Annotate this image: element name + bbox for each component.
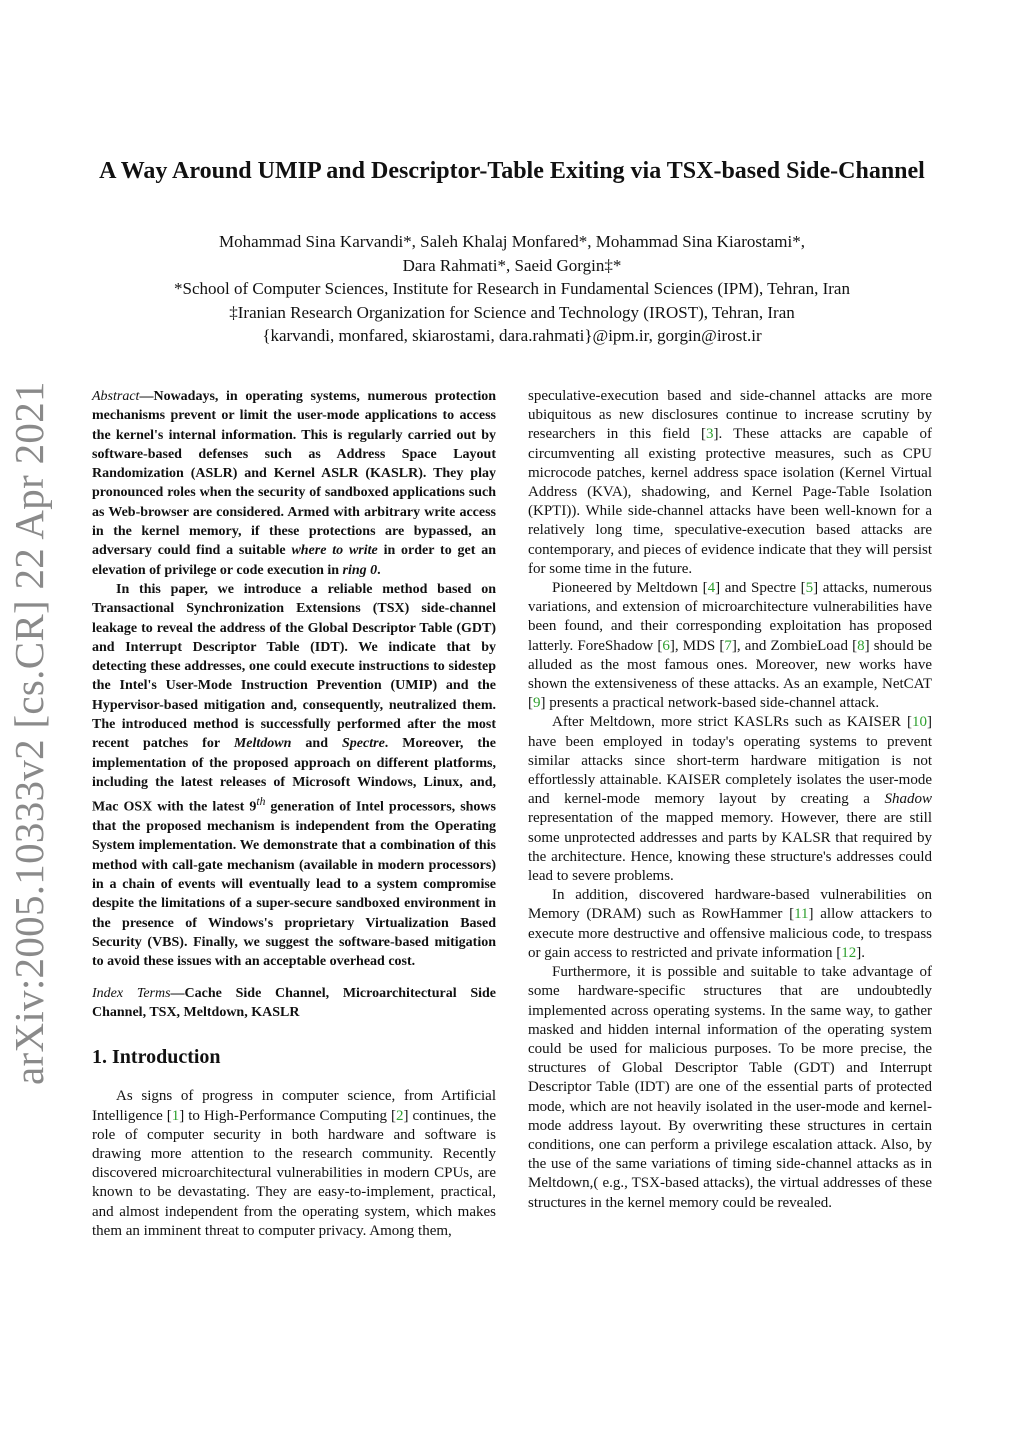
citation-link[interactable]: 2: [395, 1107, 404, 1124]
citation-link[interactable]: 1: [171, 1107, 180, 1124]
intro-paragraph-5: In addition, discovered hardware-based vulnerabilities on Memory (DRAM) such as RowHammer [11] allow attackers to execute more destructive and offensive malicious code, to trespass or gain access to restricted and private information [12].: [528, 887, 932, 961]
abstract-label: Abstract: [92, 389, 140, 404]
index-terms-label: Index Terms: [92, 985, 171, 1001]
author-emails: {karvandi, monfared, skiarostami, dara.rahmati}@ipm.ir, gorgin@irost.ir: [262, 326, 762, 345]
citation-link[interactable]: 9: [533, 695, 541, 712]
left-column: [92, 387, 496, 1241]
paper-title: A Way Around UMIP and Descriptor-Table Exiting via TSX-based Side-Channel: [99, 158, 925, 184]
citation-link[interactable]: 5: [805, 580, 814, 597]
author-line-2: Dara Rahmati*, Saeid Gorgin‡*: [402, 255, 622, 275]
affiliation-2: ‡Iranian Research Organization for Science and Technology (IROST), Tehran, Iran: [229, 302, 795, 322]
index-terms: Index Terms—Cache Side Channel, Microarchitectural Side Channel, TSX, Meltdown, KASLR: [92, 985, 496, 1020]
affiliation-1: *School of Computer Sciences, Institute for Research in Fundamental Sciences (IPM), Tehran, Iran: [174, 279, 850, 298]
citation-link[interactable]: 12: [841, 944, 857, 961]
citation-link[interactable]: 11: [794, 906, 809, 923]
citation-link[interactable]: 4: [707, 580, 716, 597]
arxiv-id: arXiv:2005.10333v2 [cs.CR] 22 Apr 2021: [6, 381, 52, 1085]
citation-link[interactable]: 3: [706, 426, 714, 443]
citation-link[interactable]: 7: [724, 637, 732, 654]
author-line-1: Mohammad Sina Karvandi*, Saleh Khalaj Monfared*, Mohammad Sina Kiarostami*,: [219, 232, 805, 251]
right-column: [528, 387, 932, 1213]
citation-link[interactable]: 8: [857, 637, 865, 654]
section-heading-introduction: 1. Introduction: [92, 1046, 221, 1069]
abstract-paragraph-1: Abstract—Nowadays, in operating systems, numerous protection mechanisms prevent or limit the user-mode applications to access the kernel's internal information. This is regularly carried out by software-based defenses such as Address Space Layout Randomization (ASLR) and Kernel ASLR (KASLR). They play pronounced roles when the security of sandboxed applications such as Web-browser are considered. Armed with arbitrary write access in the kernel memory, if these protections are bypassed, an adversary could find a suitable where to write in order to get an elevation of privilege or code execution in ring 0.: [92, 389, 497, 578]
citation-link[interactable]: 10: [912, 714, 927, 731]
author-block: [60, 230, 964, 348]
intro-paragraph-2: speculative-execution based and side-channel attacks are more ubiquitous as new disclosures continue to increase scrutiny by researchers in this field [3]. These attacks are capable of circumventing all existing protective measures, such as CPU microcode patches, kernel address space isolation (Kernel Virtual Address (KVA), shadowing, and Kernel Page-Table Isolation (KPTI)). While side-channel attacks have been well-known for a relatively long time, speculative-execution based attacks are contemporary, and pieces of evidence indicate that they will persist for some time in the future.: [528, 388, 932, 577]
intro-paragraph-4: After Meltdown, more strict KASLRs such as KAISER [10] have been employed in today's operating systems to prevent similar attacks since short-term hardware mitigation is not effortlessly attainable. KAISER completely isolates the user-mode and kernel-mode memory layout by creating a Shadow representation of the mapped memory. However, there are still some unprotected addresses and parts by KALSR that required by the architecture. Hence, knowing these structure's addresses could lead to severe problems.: [528, 714, 932, 885]
intro-paragraph-3: Pioneered by Meltdown [4] and Spectre [5] attacks, numerous variations, and extension of microarchitecture vulnerabilities have been found, and their corresponding exploitation has proposed latterly. ForeShadow [6], MDS [7], and ZombieLoad [8] should be alluded as the most famous ones. Moreover, new works have shown the extensiveness of these attacks. As an example, NetCAT [9] presents a practical network-based side-channel attack.: [528, 580, 932, 712]
intro-paragraph-1: As signs of progress in computer science, from Artificial Intelligence [1] to High-Performance Computing [2] continues, the role of computer security in both hardware and software is drawing more attention to the research community. Recently discovered microarchitectural vulnerabilities in modern CPUs, are known to be devastating. They are easy-to-implement, practical, and almost independent from the operating system, which makes them an imminent threat to computer privacy. Among them,: [92, 1088, 496, 1239]
intro-paragraph-6: Furthermore, it is possible and suitable to take advantage of some hardware-specific structures that are undoubtedly implemented across operating systems. In the same way, to gather masked and hidden internal information of the operating system could be used for malicious purposes. To be more precise, the structures of Global Descriptor Table (GDT) and Interrupt Descriptor Table (IDT) are one of the essential parts of protected mode, which are not heavily isolated in the user-mode and kernel-mode address layout. By overwriting these structures in certain conditions, one can perform a privilege escalation attack. Also, by the use of the same variations of timing side-channel attacks as in Meltdown,( e.g., TSX-based attacks), the virtual addresses of these structures in the kernel memory could be revealed.: [528, 964, 932, 1211]
citation-link[interactable]: 6: [662, 637, 670, 654]
abstract-paragraph-2: In this paper, we introduce a reliable method based on Transactional Synchronization Extensions (TSX) side-channel leakage to reveal the address of the Global Descriptor Table (GDT) and Interrupt Descriptor Table (IDT). We indicate that by detecting these addresses, one could execute instructions to sidestep the Intel's User-Mode Instruction Prevention (UMIP) and the Hypervisor-based mitigation and, consequently, neutralized them. The introduced method is successfully performed after the most recent patches for Meltdown and Spectre. Moreover, the implementation of the proposed approach on different platforms, including the latest releases of Microsoft Windows, Linux, and, Mac OSX with the latest 9th generation of Intel processors, shows that the proposed mechanism is independent from the Operating System implementation. We demonstrate that a combination of this method with call-gate mechanism (available in modern processors) in a chain of events will eventually lead to a system compromise despite the limitations of a super-secure sandboxed environment in the presence of Windows's proprietary Virtualization Based Security (VBS). Finally, we suggest the software-based mitigation to avoid these issues with an acceptable overhead cost.: [92, 581, 496, 970]
